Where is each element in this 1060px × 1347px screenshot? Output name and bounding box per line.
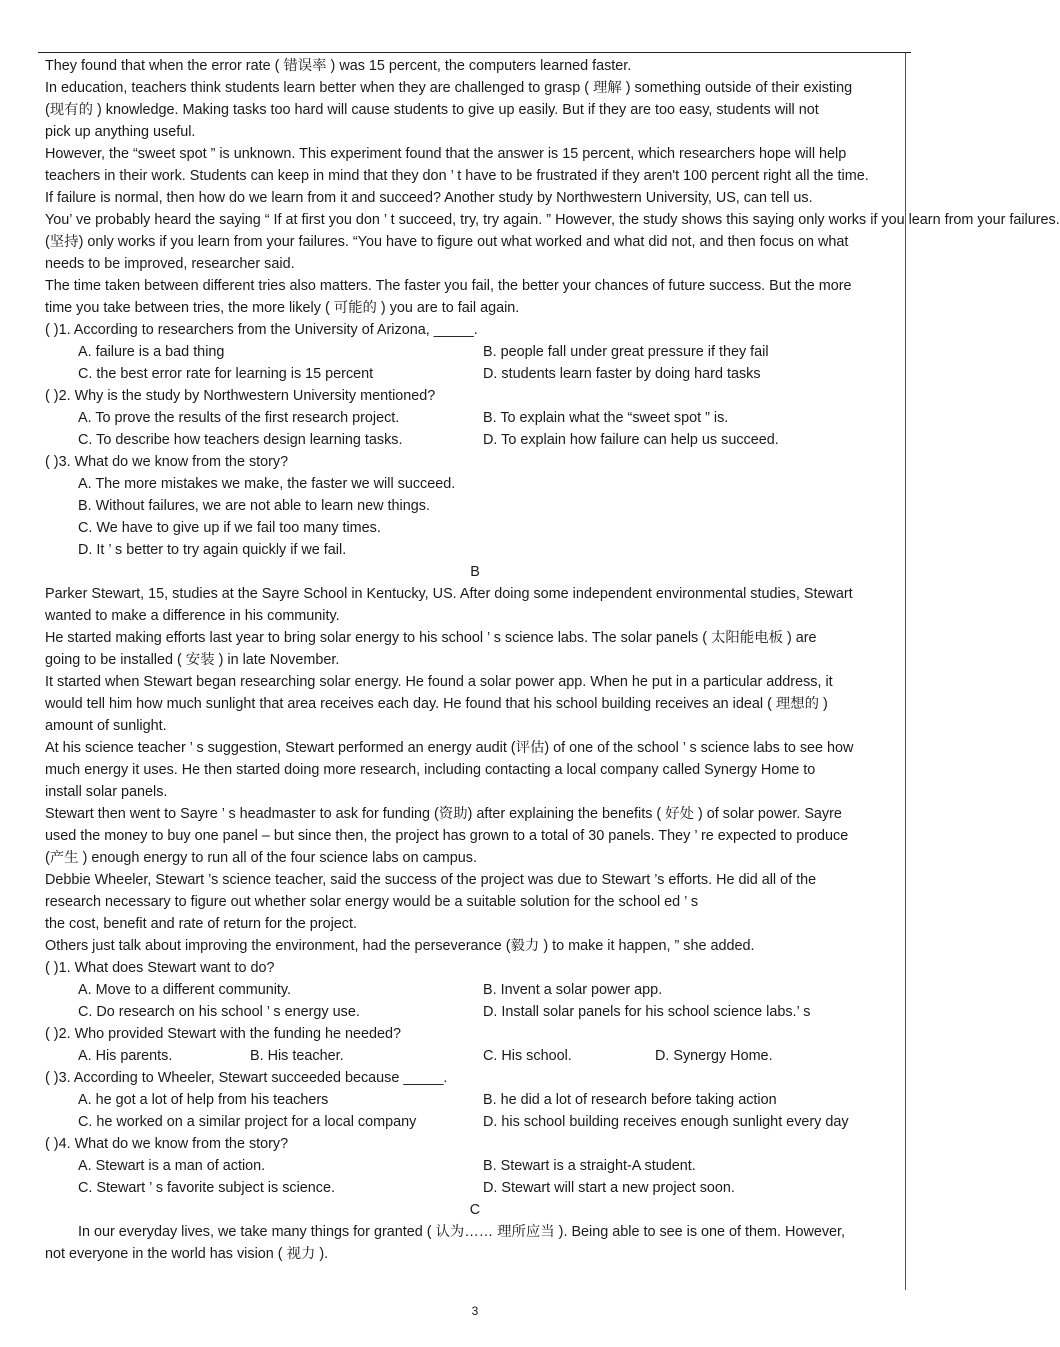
option-row [45, 1155, 950, 1177]
text-line: You’ ve probably heard the saying “ If at first you don ’ t succeed, try, try again. ” However, the study shows this saying only works if you learn from your failures. [45, 212, 1060, 228]
passage-c-paragraphs [45, 1221, 950, 1265]
paragraph [45, 803, 950, 869]
answer-option: D. Stewart will start a new project soon. [483, 1180, 735, 1196]
answer-option: B. His teacher. [250, 1048, 344, 1064]
text-line: Stewart then went to Sayre ’ s headmaster to ask for funding (资助) after explaining the benefits ( 好处 ) of solar power. Sayre [45, 806, 842, 822]
question-stem: ( )3. What do we know from the story? [45, 454, 289, 470]
section-heading-b: B [470, 564, 480, 580]
text-line: much energy it uses. He then started doing more research, including contacting a local company called Synergy Home to [45, 762, 816, 778]
text-line: Debbie Wheeler, Stewart ’s science teacher, said the success of the project was due to Stewart ’s efforts. He did all of the [45, 872, 817, 888]
text-line: teachers in their work. Students can keep in mind that they don ’ t have to be frustrated if they aren't 100 percent right all the time. [45, 168, 869, 184]
text-line: wanted to make a difference in his community. [45, 608, 340, 624]
text-line: At his science teacher ’ s suggestion, Stewart performed an energy audit (评估) of one of the school ’ s science labs to see how [45, 740, 854, 756]
answer-option: C. We have to give up if we fail too many times. [78, 520, 381, 536]
question [45, 319, 950, 385]
text-line: research necessary to figure out whether solar energy would be a suitable solution for the school ed ’ s [45, 894, 699, 910]
passage-a-paragraphs [45, 55, 1060, 319]
answer-option: A. Stewart is a man of action. [78, 1158, 266, 1174]
paragraph [45, 627, 950, 671]
answer-option: D. students learn faster by doing hard tasks [483, 366, 761, 382]
question-stem: ( )1. What does Stewart want to do? [45, 960, 275, 976]
document-body [45, 55, 1060, 1265]
passage-b-questions [45, 957, 950, 1199]
text-line: pick up anything useful. [45, 124, 196, 140]
question [45, 385, 950, 451]
option-row [45, 473, 950, 495]
passage-c [45, 1199, 950, 1265]
answer-option: A. failure is a bad thing [78, 344, 225, 360]
answer-option: B. he did a lot of research before taking action [483, 1092, 777, 1108]
text-line: In our everyday lives, we take many things for granted ( 认为…… 理所应当 ). Being able to see is one of them. However, [78, 1224, 846, 1240]
answer-option: C. Do research on his school ’ s energy use. [78, 1004, 360, 1020]
option-row [45, 539, 950, 561]
answer-option: D. Install solar panels for his school science labs.’ s [483, 1004, 811, 1020]
answer-option: D. To explain how failure can help us succeed. [483, 432, 779, 448]
option-row [45, 363, 950, 385]
text-line: He started making efforts last year to bring solar energy to his school ’ s science labs. The solar panels ( 太阳能电板 ) are [45, 630, 817, 646]
paragraph [45, 187, 950, 209]
option-row [45, 495, 950, 517]
paragraph [45, 55, 950, 77]
question-stem: ( )3. According to Wheeler, Stewart succeeded because _____. [45, 1070, 448, 1086]
text-line: time you take between tries, the more likely ( 可能的 ) you are to fail again. [45, 300, 520, 316]
paragraph [45, 935, 950, 957]
answer-option: B. Invent a solar power app. [483, 982, 663, 998]
answer-option: D. It ’ s better to try again quickly if we fail. [78, 542, 347, 558]
passage-a-questions [45, 319, 950, 561]
text-line: (现有的 ) knowledge. Making tasks too hard will cause students to give up easily. But if they are too easy, students will not [45, 102, 819, 118]
paragraph [45, 737, 950, 803]
answer-option: C. he worked on a similar project for a local company [78, 1114, 417, 1130]
answer-option: B. To explain what the “sweet spot ” is. [483, 410, 729, 426]
answer-option: D. his school building receives enough sunlight every day [483, 1114, 849, 1130]
answer-option: A. Move to a different community. [78, 982, 292, 998]
text-line: install solar panels. [45, 784, 168, 800]
text-line: If failure is normal, then how do we learn from it and succeed? Another study by Northwestern University, US, can tell us. [45, 190, 813, 206]
passage-b-paragraphs [45, 583, 950, 957]
question-stem: ( )2. Who provided Stewart with the funding he needed? [45, 1026, 401, 1042]
answer-option: C. His school. [483, 1048, 572, 1064]
text-line: amount of sunlight. [45, 718, 167, 734]
text-line: It started when Stewart began researching solar energy. He found a solar power app. When he put in a particular address, it [45, 674, 833, 690]
text-line: Parker Stewart, 15, studies at the Sayre School in Kentucky, US. After doing some independent environmental studies, Stewart [45, 586, 853, 602]
answer-option: B. people fall under great pressure if they fail [483, 344, 769, 360]
option-row [45, 1177, 950, 1199]
answer-option: B. Stewart is a straight-A student. [483, 1158, 696, 1174]
section-heading-c: C [469, 1202, 481, 1218]
option-row [45, 1111, 950, 1133]
text-line: Others just talk about improving the environment, had the perseverance (毅力 ) to make it happen, ” she added. [45, 938, 755, 954]
question [45, 1067, 950, 1133]
text-line: The time taken between different tries also matters. The faster you fail, the better your chances of future success. But the more [45, 278, 852, 294]
text-line: would tell him how much sunlight that area receives each day. He found that his school building receives an ideal ( 理想的 ) [45, 696, 828, 712]
question-stem: ( )4. What do we know from the story? [45, 1136, 289, 1152]
passage-b [45, 561, 950, 1199]
question-stem: ( )2. Why is the study by Northwestern University mentioned? [45, 388, 436, 404]
paragraph [45, 1221, 950, 1265]
question [45, 451, 950, 561]
passage-a [45, 55, 1060, 561]
text-line: used the money to buy one panel – but since then, the project has grown to a total of 30 panels. They ’ re expected to produce [45, 828, 849, 844]
top-rule [38, 52, 911, 53]
answer-option: A. he got a lot of help from his teachers [78, 1092, 329, 1108]
text-line: In education, teachers think students learn better when they are challenged to grasp ( 理解 ) something outside of their existing [45, 80, 853, 96]
option-row [45, 429, 950, 451]
text-line: (坚持) only works if you learn from your failures. “You have to figure out what worked and what did not, and then focus on what [45, 234, 849, 250]
answer-option: C. Stewart ’ s favorite subject is science. [78, 1180, 335, 1196]
question [45, 957, 950, 1023]
option-row [45, 979, 950, 1001]
paragraph [45, 275, 950, 319]
option-row [45, 1089, 950, 1111]
option-row [45, 407, 950, 429]
paragraph [45, 671, 950, 737]
question [45, 1023, 950, 1067]
text-line: They found that when the error rate ( 错误率 ) was 15 percent, the computers learned faster. [45, 58, 632, 74]
paragraph [45, 77, 950, 143]
answer-option: A. His parents. [78, 1048, 173, 1064]
paragraph [45, 869, 950, 935]
answer-option: A. To prove the results of the first research project. [78, 410, 400, 426]
option-row [45, 1045, 950, 1067]
paragraph [45, 583, 950, 627]
answer-option: B. Without failures, we are not able to learn new things. [78, 498, 430, 514]
paragraph [45, 143, 950, 187]
paragraph [45, 209, 1060, 275]
text-line: not everyone in the world has vision ( 视力 ). [45, 1246, 329, 1262]
text-line: needs to be improved, researcher said. [45, 256, 295, 272]
answer-option: D. Synergy Home. [655, 1048, 773, 1064]
page-number: 3 [471, 1304, 479, 1318]
text-line: However, the “sweet spot ” is unknown. This experiment found that the answer is 15 percent, which researchers hope will help [45, 146, 847, 162]
option-row [45, 1001, 950, 1023]
option-row [45, 341, 950, 363]
question [45, 1133, 950, 1199]
answer-option: A. The more mistakes we make, the faster we will succeed. [78, 476, 456, 492]
answer-option: C. the best error rate for learning is 15 percent [78, 366, 374, 382]
text-line: the cost, benefit and rate of return for the project. [45, 916, 357, 932]
option-row [45, 517, 950, 539]
answer-option: C. To describe how teachers design learning tasks. [78, 432, 403, 448]
text-line: (产生 ) enough energy to run all of the four science labs on campus. [45, 850, 477, 866]
question-stem: ( )1. According to researchers from the University of Arizona, _____. [45, 322, 478, 338]
text-line: going to be installed ( 安装 ) in late November. [45, 652, 340, 668]
